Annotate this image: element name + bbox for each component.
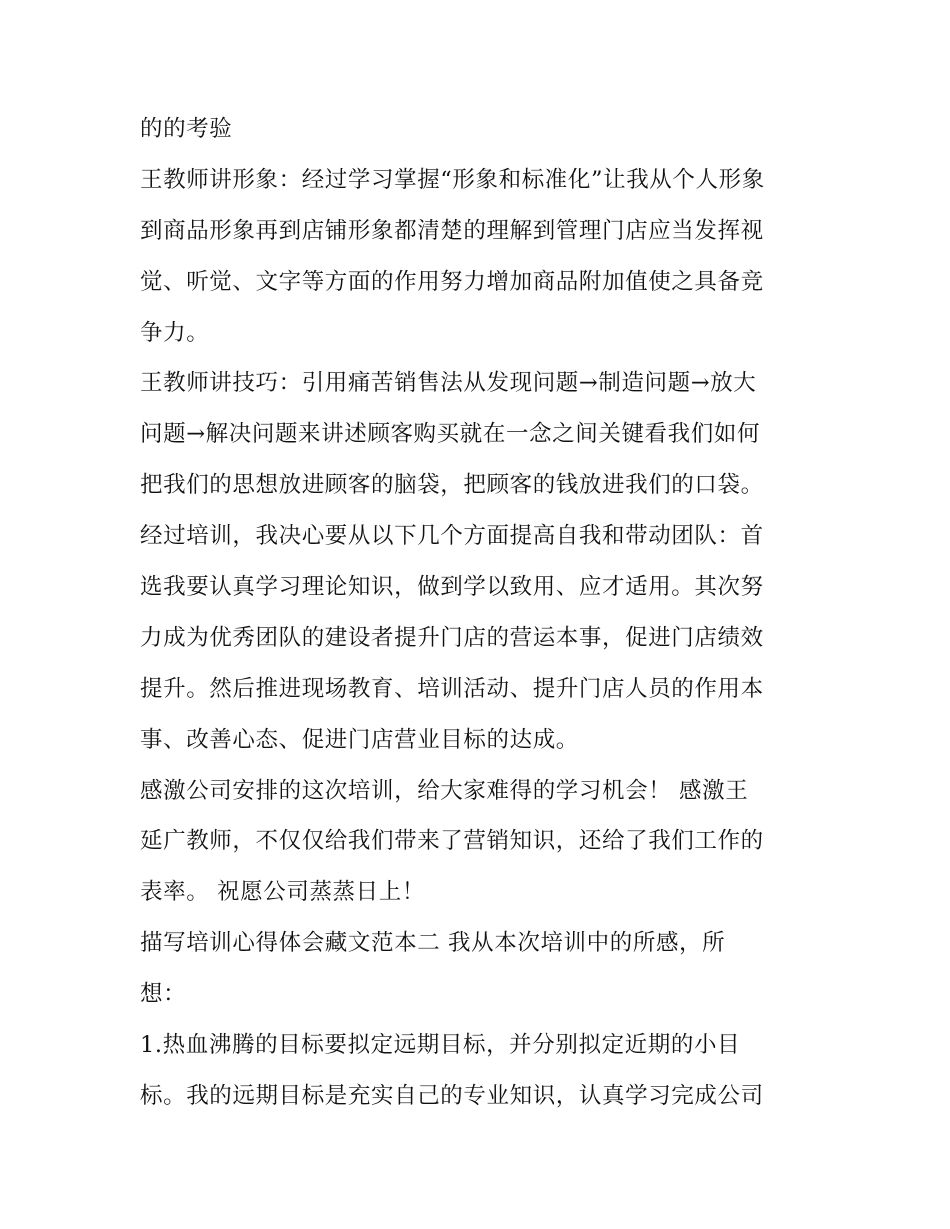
text-line: 把我们的思想放进顾客的脑袋，把顾客的钱放进我们的口袋。 — [140, 472, 764, 499]
text-line: 力成为优秀团队的建设者提升门店的营运本事，促进门店绩效 — [140, 624, 764, 651]
text-line: 表率。 祝愿公司蒸蒸日上！ — [140, 879, 425, 906]
text-line: 经过培训，我决心要从以下几个方面提高自我和带动团队：首 — [140, 523, 764, 550]
text-line: 标。我的远期目标是充实自己的专业知识，认真学习完成公司 — [140, 1082, 764, 1109]
text-line: 提升。然后推进现场教育、培训活动、提升门店人员的作用本 — [140, 675, 764, 702]
text-line: 1.热血沸腾的目标要拟定远期目标，并分别拟定近期的小目 — [140, 1032, 741, 1059]
text-line: 到商品形象再到店铺形象都清楚的理解到管理门店应当发挥视 — [140, 217, 764, 244]
text-line: 王教师讲技巧：引用痛苦销售法从发现问题→制造问题→放大 — [140, 370, 757, 397]
text-line: 问题→解决问题来讲述顾客购买就在一念之间关键看我们如何 — [140, 421, 761, 448]
text-line: 描写培训心得体会藏文范本二 我从本次培训中的所感，所 — [140, 930, 726, 957]
text-line: 事、改善心态、促进门店营业目标的达成。 — [140, 726, 579, 753]
text-line: 想： — [140, 981, 187, 1008]
text-line: 争力。 — [140, 319, 210, 346]
text-line: 的的考验 — [140, 116, 233, 142]
text-line: 王教师讲形象：经过学习掌握“形象和标准化”让我从个人形象 — [140, 166, 765, 193]
text-line: 延广教师，不仅仅给我们带来了营销知识，还给了我们工作的 — [140, 828, 764, 855]
document-body — [140, 104, 820, 1122]
text-line: 选我要认真学习理论知识，做到学以致用、应才适用。其次努 — [140, 574, 764, 601]
text-line: 感激公司安排的这次培训，给大家难得的学习机会！ 感激王 — [140, 777, 749, 804]
text-line: 觉、听觉、文字等方面的作用努力增加商品附加值使之具备竞 — [140, 268, 764, 295]
